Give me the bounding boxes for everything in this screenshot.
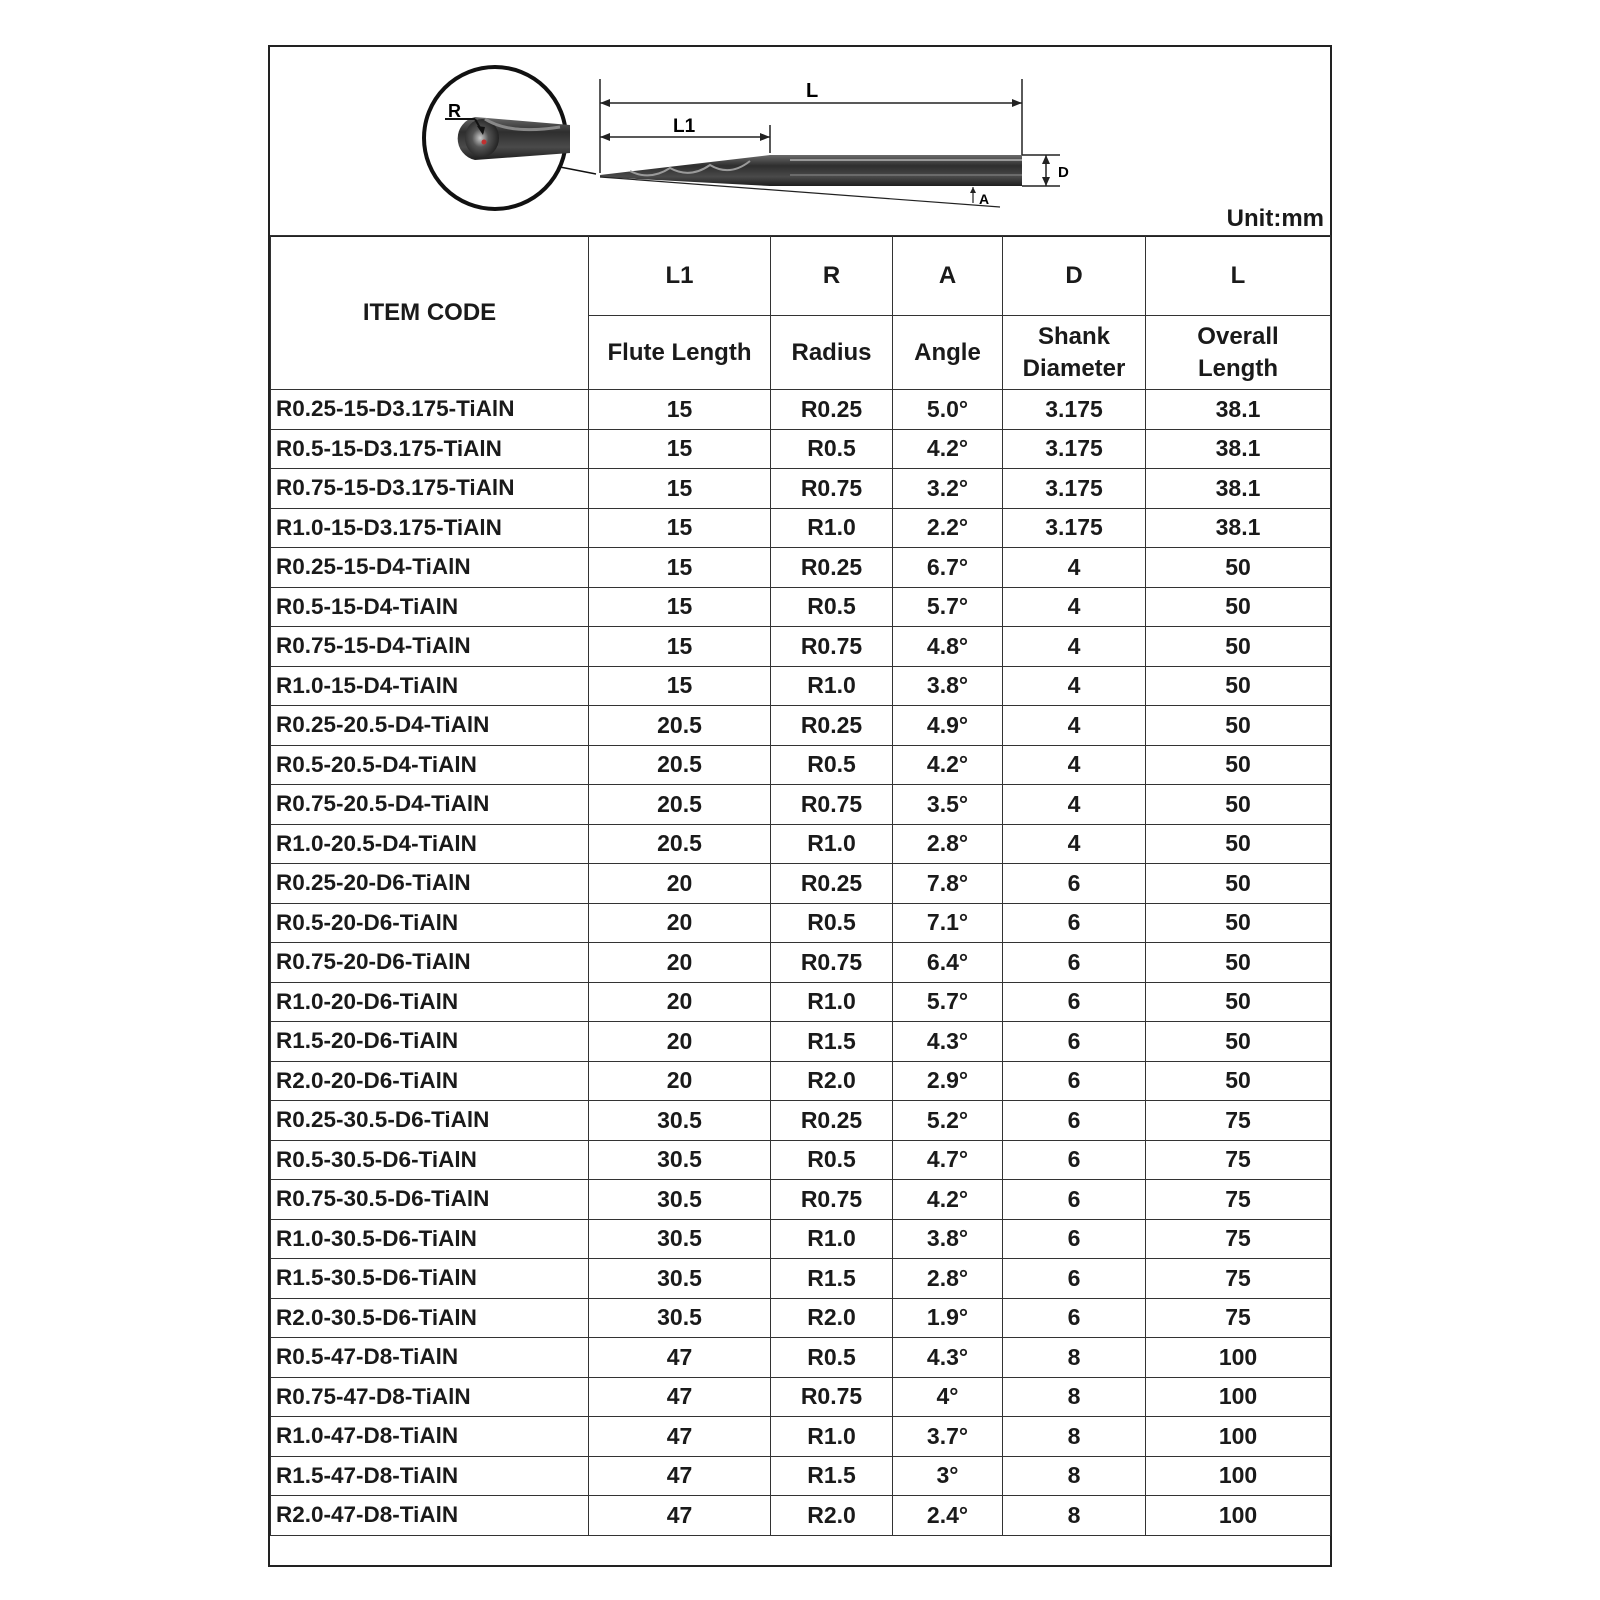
cell-angle: 4.3° xyxy=(893,1338,1003,1378)
cell-item-code: R0.25-20.5-D4-TiAlN xyxy=(271,706,589,746)
cell-shank-diameter: 6 xyxy=(1003,943,1146,983)
cell-flute-length: 47 xyxy=(589,1456,771,1496)
cell-angle: 4.2° xyxy=(893,745,1003,785)
table-row xyxy=(271,706,1331,746)
header-angle: Angle xyxy=(893,316,1003,390)
end-mill-drawing xyxy=(270,47,1330,235)
cell-overall-length: 75 xyxy=(1146,1259,1331,1299)
table-row xyxy=(271,548,1331,588)
cell-radius: R0.5 xyxy=(771,429,893,469)
cell-flute-length: 20.5 xyxy=(589,706,771,746)
end-mill-diagram xyxy=(270,47,1330,237)
table-row xyxy=(271,1496,1331,1536)
cell-shank-diameter: 3.175 xyxy=(1003,469,1146,509)
header-symbol-l1: L1 xyxy=(589,236,771,316)
label-L1: L1 xyxy=(673,116,696,137)
cell-flute-length: 20.5 xyxy=(589,745,771,785)
cell-item-code: R0.75-15-D3.175-TiAlN xyxy=(271,469,589,509)
cell-overall-length: 50 xyxy=(1146,548,1331,588)
cell-radius: R0.5 xyxy=(771,745,893,785)
cell-radius: R0.5 xyxy=(771,1140,893,1180)
cell-radius: R0.25 xyxy=(771,706,893,746)
cell-item-code: R0.25-15-D3.175-TiAlN xyxy=(271,390,589,430)
cell-angle: 3.8° xyxy=(893,666,1003,706)
table-row xyxy=(271,982,1331,1022)
table-row xyxy=(271,745,1331,785)
cell-overall-length: 50 xyxy=(1146,903,1331,943)
cell-shank-diameter: 6 xyxy=(1003,1180,1146,1220)
cell-angle: 4.2° xyxy=(893,1180,1003,1220)
table-row xyxy=(271,1140,1331,1180)
cell-overall-length: 100 xyxy=(1146,1377,1331,1417)
cell-angle: 7.8° xyxy=(893,864,1003,904)
table-row xyxy=(271,1417,1331,1457)
cell-overall-length: 75 xyxy=(1146,1298,1331,1338)
cell-overall-length: 38.1 xyxy=(1146,390,1331,430)
cell-flute-length: 30.5 xyxy=(589,1259,771,1299)
cell-angle: 2.4° xyxy=(893,1496,1003,1536)
cell-item-code: R1.0-47-D8-TiAlN xyxy=(271,1417,589,1457)
cell-flute-length: 20 xyxy=(589,903,771,943)
cell-flute-length: 15 xyxy=(589,469,771,509)
cell-shank-diameter: 4 xyxy=(1003,824,1146,864)
cell-item-code: R1.0-20.5-D4-TiAlN xyxy=(271,824,589,864)
header-radius: Radius xyxy=(771,316,893,390)
table-row xyxy=(271,1259,1331,1299)
cell-shank-diameter: 3.175 xyxy=(1003,429,1146,469)
cell-radius: R1.0 xyxy=(771,1219,893,1259)
cell-flute-length: 30.5 xyxy=(589,1180,771,1220)
cell-flute-length: 47 xyxy=(589,1496,771,1536)
cell-overall-length: 75 xyxy=(1146,1180,1331,1220)
cell-shank-diameter: 6 xyxy=(1003,1298,1146,1338)
cell-radius: R0.5 xyxy=(771,587,893,627)
cell-angle: 4.3° xyxy=(893,1022,1003,1062)
cell-angle: 6.7° xyxy=(893,548,1003,588)
cell-overall-length: 75 xyxy=(1146,1219,1331,1259)
table-row xyxy=(271,1101,1331,1141)
cell-flute-length: 20 xyxy=(589,864,771,904)
cell-flute-length: 30.5 xyxy=(589,1219,771,1259)
header-shank-diameter: Shank Diameter xyxy=(1003,316,1146,390)
header-symbol-a: A xyxy=(893,236,1003,316)
table-row xyxy=(271,390,1331,430)
cell-item-code: R0.75-30.5-D6-TiAlN xyxy=(271,1180,589,1220)
cell-shank-diameter: 4 xyxy=(1003,666,1146,706)
cell-item-code: R1.0-15-D4-TiAlN xyxy=(271,666,589,706)
cell-item-code: R0.5-47-D8-TiAlN xyxy=(271,1338,589,1378)
cell-radius: R1.5 xyxy=(771,1022,893,1062)
cell-shank-diameter: 6 xyxy=(1003,982,1146,1022)
label-L: L xyxy=(806,80,819,102)
ball-tip-detail xyxy=(424,67,596,209)
cell-radius: R1.0 xyxy=(771,508,893,548)
cell-radius: R2.0 xyxy=(771,1496,893,1536)
table-row xyxy=(271,627,1331,667)
cell-flute-length: 15 xyxy=(589,666,771,706)
unit-label: Unit:mm xyxy=(1226,205,1324,232)
cell-item-code: R0.5-20.5-D4-TiAlN xyxy=(271,745,589,785)
spec-sheet xyxy=(268,45,1332,1567)
cell-item-code: R0.5-15-D3.175-TiAlN xyxy=(271,429,589,469)
cell-angle: 3.2° xyxy=(893,469,1003,509)
cell-shank-diameter: 3.175 xyxy=(1003,390,1146,430)
cell-shank-diameter: 6 xyxy=(1003,1140,1146,1180)
cell-shank-diameter: 8 xyxy=(1003,1417,1146,1457)
cell-item-code: R1.0-15-D3.175-TiAlN xyxy=(271,508,589,548)
table-row xyxy=(271,1377,1331,1417)
cell-flute-length: 20.5 xyxy=(589,785,771,825)
cell-radius: R0.75 xyxy=(771,785,893,825)
cell-overall-length: 75 xyxy=(1146,1101,1331,1141)
cell-shank-diameter: 4 xyxy=(1003,706,1146,746)
table-row xyxy=(271,469,1331,509)
dimension-D xyxy=(1022,155,1060,186)
cell-angle: 2.8° xyxy=(893,824,1003,864)
cell-flute-length: 47 xyxy=(589,1417,771,1457)
cell-radius: R0.75 xyxy=(771,469,893,509)
cell-shank-diameter: 6 xyxy=(1003,864,1146,904)
cell-overall-length: 100 xyxy=(1146,1417,1331,1457)
cell-item-code: R0.75-20.5-D4-TiAlN xyxy=(271,785,589,825)
cell-radius: R0.75 xyxy=(771,943,893,983)
cell-flute-length: 30.5 xyxy=(589,1298,771,1338)
header-row-symbols xyxy=(271,236,1331,316)
cell-shank-diameter: 6 xyxy=(1003,1101,1146,1141)
cell-item-code: R0.75-20-D6-TiAlN xyxy=(271,943,589,983)
cell-overall-length: 50 xyxy=(1146,1061,1331,1101)
cell-item-code: R2.0-30.5-D6-TiAlN xyxy=(271,1298,589,1338)
cell-radius: R1.0 xyxy=(771,824,893,864)
cell-angle: 4.9° xyxy=(893,706,1003,746)
cell-overall-length: 38.1 xyxy=(1146,469,1331,509)
cell-overall-length: 100 xyxy=(1146,1496,1331,1536)
cell-angle: 4.8° xyxy=(893,627,1003,667)
cell-shank-diameter: 4 xyxy=(1003,587,1146,627)
header-overall-length: Overall Length xyxy=(1146,316,1331,390)
cell-angle: 4.7° xyxy=(893,1140,1003,1180)
cell-overall-length: 50 xyxy=(1146,745,1331,785)
cell-radius: R0.75 xyxy=(771,1377,893,1417)
cell-flute-length: 20 xyxy=(589,1061,771,1101)
cell-radius: R1.5 xyxy=(771,1456,893,1496)
cell-overall-length: 50 xyxy=(1146,587,1331,627)
table-row xyxy=(271,1456,1331,1496)
cell-shank-diameter: 6 xyxy=(1003,1061,1146,1101)
cell-item-code: R0.75-15-D4-TiAlN xyxy=(271,627,589,667)
cell-shank-diameter: 4 xyxy=(1003,548,1146,588)
table-row xyxy=(271,1022,1331,1062)
cell-item-code: R0.5-20-D6-TiAlN xyxy=(271,903,589,943)
cell-radius: R0.25 xyxy=(771,864,893,904)
cell-angle: 3.7° xyxy=(893,1417,1003,1457)
cell-overall-length: 50 xyxy=(1146,1022,1331,1062)
cell-item-code: R0.5-15-D4-TiAlN xyxy=(271,587,589,627)
cell-item-code: R1.5-30.5-D6-TiAlN xyxy=(271,1259,589,1299)
cell-flute-length: 15 xyxy=(589,587,771,627)
header-symbol-r: R xyxy=(771,236,893,316)
cell-flute-length: 20 xyxy=(589,1022,771,1062)
header-item-code: ITEM CODE xyxy=(271,236,589,390)
cell-shank-diameter: 8 xyxy=(1003,1338,1146,1378)
header-flute-length: Flute Length xyxy=(589,316,771,390)
cell-overall-length: 100 xyxy=(1146,1338,1331,1378)
label-D: D xyxy=(1058,164,1069,181)
cell-flute-length: 20.5 xyxy=(589,824,771,864)
cell-angle: 4.2° xyxy=(893,429,1003,469)
table-row xyxy=(271,1180,1331,1220)
cell-overall-length: 50 xyxy=(1146,706,1331,746)
cell-radius: R2.0 xyxy=(771,1298,893,1338)
cell-angle: 6.4° xyxy=(893,943,1003,983)
cell-item-code: R0.5-30.5-D6-TiAlN xyxy=(271,1140,589,1180)
cell-overall-length: 38.1 xyxy=(1146,508,1331,548)
cell-flute-length: 47 xyxy=(589,1377,771,1417)
cell-radius: R1.0 xyxy=(771,666,893,706)
cell-flute-length: 15 xyxy=(589,627,771,667)
cell-item-code: R1.0-20-D6-TiAlN xyxy=(271,982,589,1022)
cell-angle: 4° xyxy=(893,1377,1003,1417)
cell-radius: R1.0 xyxy=(771,1417,893,1457)
cell-radius: R1.5 xyxy=(771,1259,893,1299)
cell-radius: R0.25 xyxy=(771,1101,893,1141)
cell-item-code: R0.25-15-D4-TiAlN xyxy=(271,548,589,588)
cell-overall-length: 38.1 xyxy=(1146,429,1331,469)
cell-flute-length: 15 xyxy=(589,429,771,469)
table-row xyxy=(271,429,1331,469)
label-A: A xyxy=(979,191,990,207)
cell-angle: 7.1° xyxy=(893,903,1003,943)
cell-angle: 3.8° xyxy=(893,1219,1003,1259)
cell-item-code: R2.0-47-D8-TiAlN xyxy=(271,1496,589,1536)
cell-angle: 3° xyxy=(893,1456,1003,1496)
table-row xyxy=(271,1219,1331,1259)
cell-flute-length: 30.5 xyxy=(589,1140,771,1180)
cell-angle: 3.5° xyxy=(893,785,1003,825)
table-row xyxy=(271,587,1331,627)
table-row xyxy=(271,943,1331,983)
header-symbol-d: D xyxy=(1003,236,1146,316)
cell-overall-length: 50 xyxy=(1146,982,1331,1022)
cell-shank-diameter: 3.175 xyxy=(1003,508,1146,548)
table-row xyxy=(271,824,1331,864)
cell-angle: 5.7° xyxy=(893,587,1003,627)
cell-shank-diameter: 8 xyxy=(1003,1496,1146,1536)
table-row xyxy=(271,785,1331,825)
cell-angle: 2.8° xyxy=(893,1259,1003,1299)
cell-flute-length: 47 xyxy=(589,1338,771,1378)
cell-shank-diameter: 6 xyxy=(1003,1022,1146,1062)
cell-flute-length: 15 xyxy=(589,508,771,548)
cell-radius: R0.25 xyxy=(771,390,893,430)
cell-overall-length: 50 xyxy=(1146,627,1331,667)
cell-shank-diameter: 8 xyxy=(1003,1456,1146,1496)
cell-angle: 5.0° xyxy=(893,390,1003,430)
table-row xyxy=(271,508,1331,548)
table-row xyxy=(271,864,1331,904)
cell-overall-length: 50 xyxy=(1146,785,1331,825)
table-row xyxy=(271,1338,1331,1378)
cell-overall-length: 50 xyxy=(1146,824,1331,864)
cell-item-code: R2.0-20-D6-TiAlN xyxy=(271,1061,589,1101)
cell-radius: R0.75 xyxy=(771,627,893,667)
cell-flute-length: 30.5 xyxy=(589,1101,771,1141)
cell-radius: R2.0 xyxy=(771,1061,893,1101)
header-symbol-l: L xyxy=(1146,236,1331,316)
cell-overall-length: 50 xyxy=(1146,864,1331,904)
table-row xyxy=(271,1298,1331,1338)
cell-item-code: R0.25-20-D6-TiAlN xyxy=(271,864,589,904)
cell-shank-diameter: 4 xyxy=(1003,745,1146,785)
table-row xyxy=(271,666,1331,706)
cell-item-code: R1.5-20-D6-TiAlN xyxy=(271,1022,589,1062)
cell-flute-length: 15 xyxy=(589,390,771,430)
cell-radius: R0.25 xyxy=(771,548,893,588)
table-row xyxy=(271,903,1331,943)
cell-shank-diameter: 8 xyxy=(1003,1377,1146,1417)
cell-overall-length: 75 xyxy=(1146,1140,1331,1180)
cell-overall-length: 50 xyxy=(1146,943,1331,983)
cell-item-code: R1.5-47-D8-TiAlN xyxy=(271,1456,589,1496)
cell-item-code: R0.25-30.5-D6-TiAlN xyxy=(271,1101,589,1141)
cell-flute-length: 15 xyxy=(589,548,771,588)
cell-item-code: R0.75-47-D8-TiAlN xyxy=(271,1377,589,1417)
cell-shank-diameter: 6 xyxy=(1003,903,1146,943)
cell-overall-length: 100 xyxy=(1146,1456,1331,1496)
cell-shank-diameter: 6 xyxy=(1003,1219,1146,1259)
cell-shank-diameter: 6 xyxy=(1003,1259,1146,1299)
cell-item-code: R1.0-30.5-D6-TiAlN xyxy=(271,1219,589,1259)
cell-shank-diameter: 4 xyxy=(1003,785,1146,825)
cell-flute-length: 20 xyxy=(589,943,771,983)
cell-angle: 1.9° xyxy=(893,1298,1003,1338)
cell-angle: 5.2° xyxy=(893,1101,1003,1141)
cell-radius: R0.5 xyxy=(771,903,893,943)
cell-angle: 5.7° xyxy=(893,982,1003,1022)
cell-angle: 2.9° xyxy=(893,1061,1003,1101)
cell-radius: R0.75 xyxy=(771,1180,893,1220)
spec-table xyxy=(270,235,1331,1536)
cell-angle: 2.2° xyxy=(893,508,1003,548)
cell-shank-diameter: 4 xyxy=(1003,627,1146,667)
cell-radius: R1.0 xyxy=(771,982,893,1022)
label-R: R xyxy=(448,101,461,121)
cell-flute-length: 20 xyxy=(589,982,771,1022)
cell-overall-length: 50 xyxy=(1146,666,1331,706)
cell-radius: R0.5 xyxy=(771,1338,893,1378)
table-row xyxy=(271,1061,1331,1101)
